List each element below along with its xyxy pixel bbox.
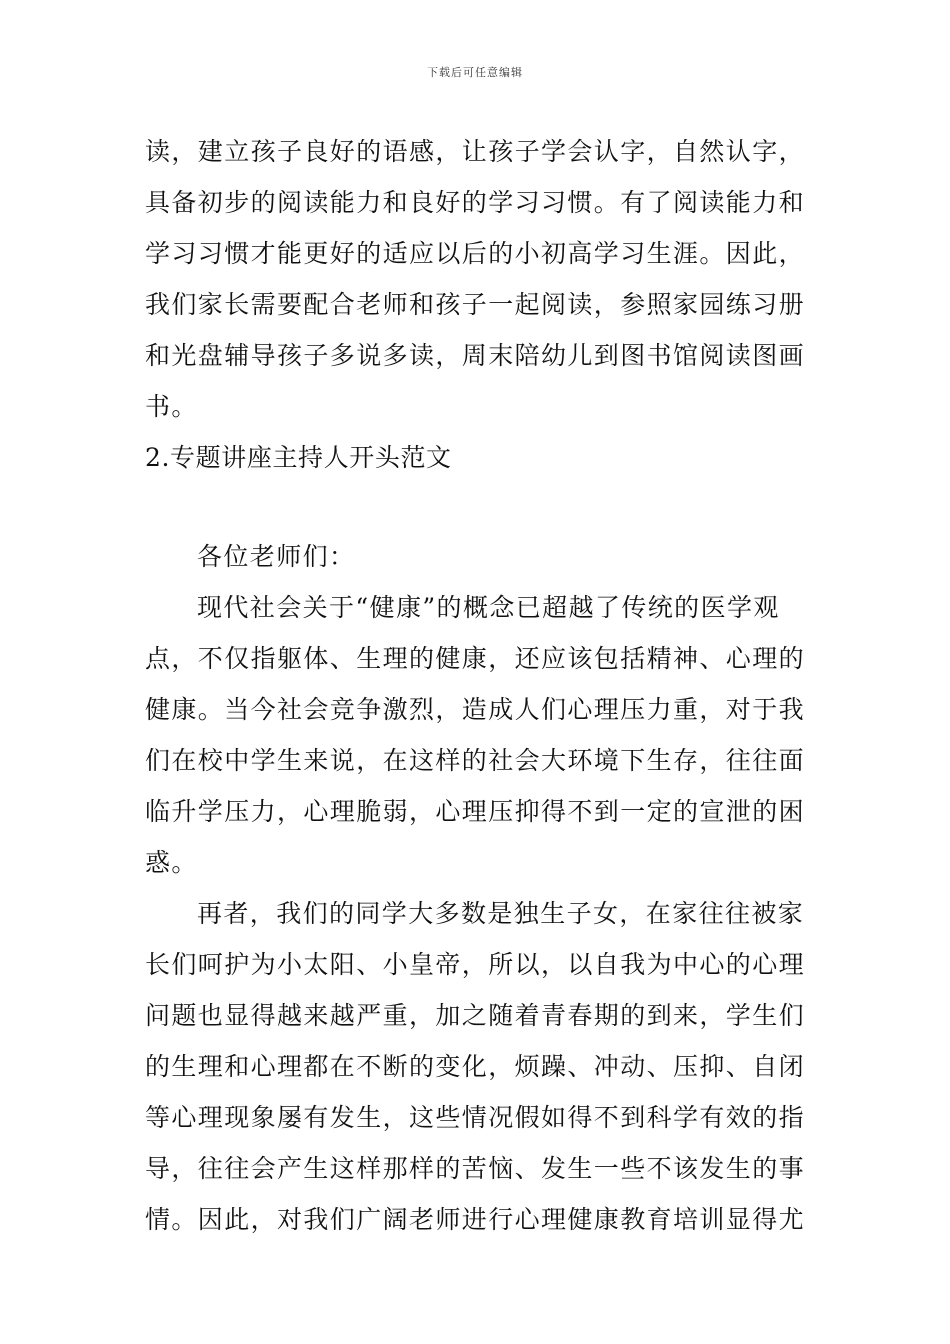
- section-heading: 2.专题讲座主持人开头范文: [145, 443, 452, 472]
- text-line: 惑。: [145, 848, 198, 877]
- text-line: 们在校中学生来说，在这样的社会大环境下生存，往往面: [145, 746, 806, 775]
- salutation: 各位老师们：: [197, 542, 356, 571]
- text-line: 读，建立孩子良好的语感，让孩子学会认字，自然认字，: [145, 137, 806, 166]
- paragraph-1: [145, 126, 807, 432]
- text-line: 问题也显得越来越严重，加之随着青春期的到来，学生们: [145, 1001, 806, 1030]
- document-body: [145, 126, 807, 1245]
- text-line: 我们家长需要配合老师和孩子一起阅读，参照家园练习册: [145, 290, 806, 319]
- text-line: 书。: [145, 392, 198, 421]
- text-line: 的生理和心理都在不断的变化，烦躁、冲动、压抑、自闭: [145, 1052, 806, 1081]
- text-line: 情。因此，对我们广阔老师进行心理健康教育培训显得尤: [145, 1205, 806, 1234]
- text-line: 点，不仅指躯体、生理的健康，还应该包括精神、心理的: [145, 644, 806, 673]
- text-line: 再者，我们的同学大多数是独生子女，在家往往被家: [197, 899, 805, 928]
- text-line: 等心理现象屡有发生，这些情况假如得不到科学有效的指: [145, 1103, 806, 1132]
- text-line: 长们呵护为小太阳、小皇帝，所以，以自我为中心的心理: [145, 950, 806, 979]
- paragraph-2: [145, 582, 807, 888]
- text-line: 导，往往会产生这样那样的苦恼、发生一些不该发生的事: [145, 1154, 806, 1183]
- paragraph-3: [145, 888, 807, 1245]
- spacer: [145, 483, 807, 531]
- text-line: 健康。当今社会竞争激烈，造成人们心理压力重，对于我: [145, 695, 806, 724]
- text-line: 学习习惯才能更好的适应以后的小初高学习生涯。因此，: [145, 239, 806, 268]
- header-note: 下载后可任意编辑: [427, 66, 523, 79]
- text-line: 临升学压力，心理脆弱，心理压抑得不到一定的宣泄的困: [145, 797, 806, 826]
- text-line: 具备初步的阅读能力和良好的学习习惯。有了阅读能力和: [145, 188, 806, 217]
- text-line: 现代社会关于“健康”的概念已超越了传统的医学观: [197, 593, 780, 622]
- text-line: 和光盘辅导孩子多说多读，周末陪幼儿到图书馆阅读图画: [145, 341, 806, 370]
